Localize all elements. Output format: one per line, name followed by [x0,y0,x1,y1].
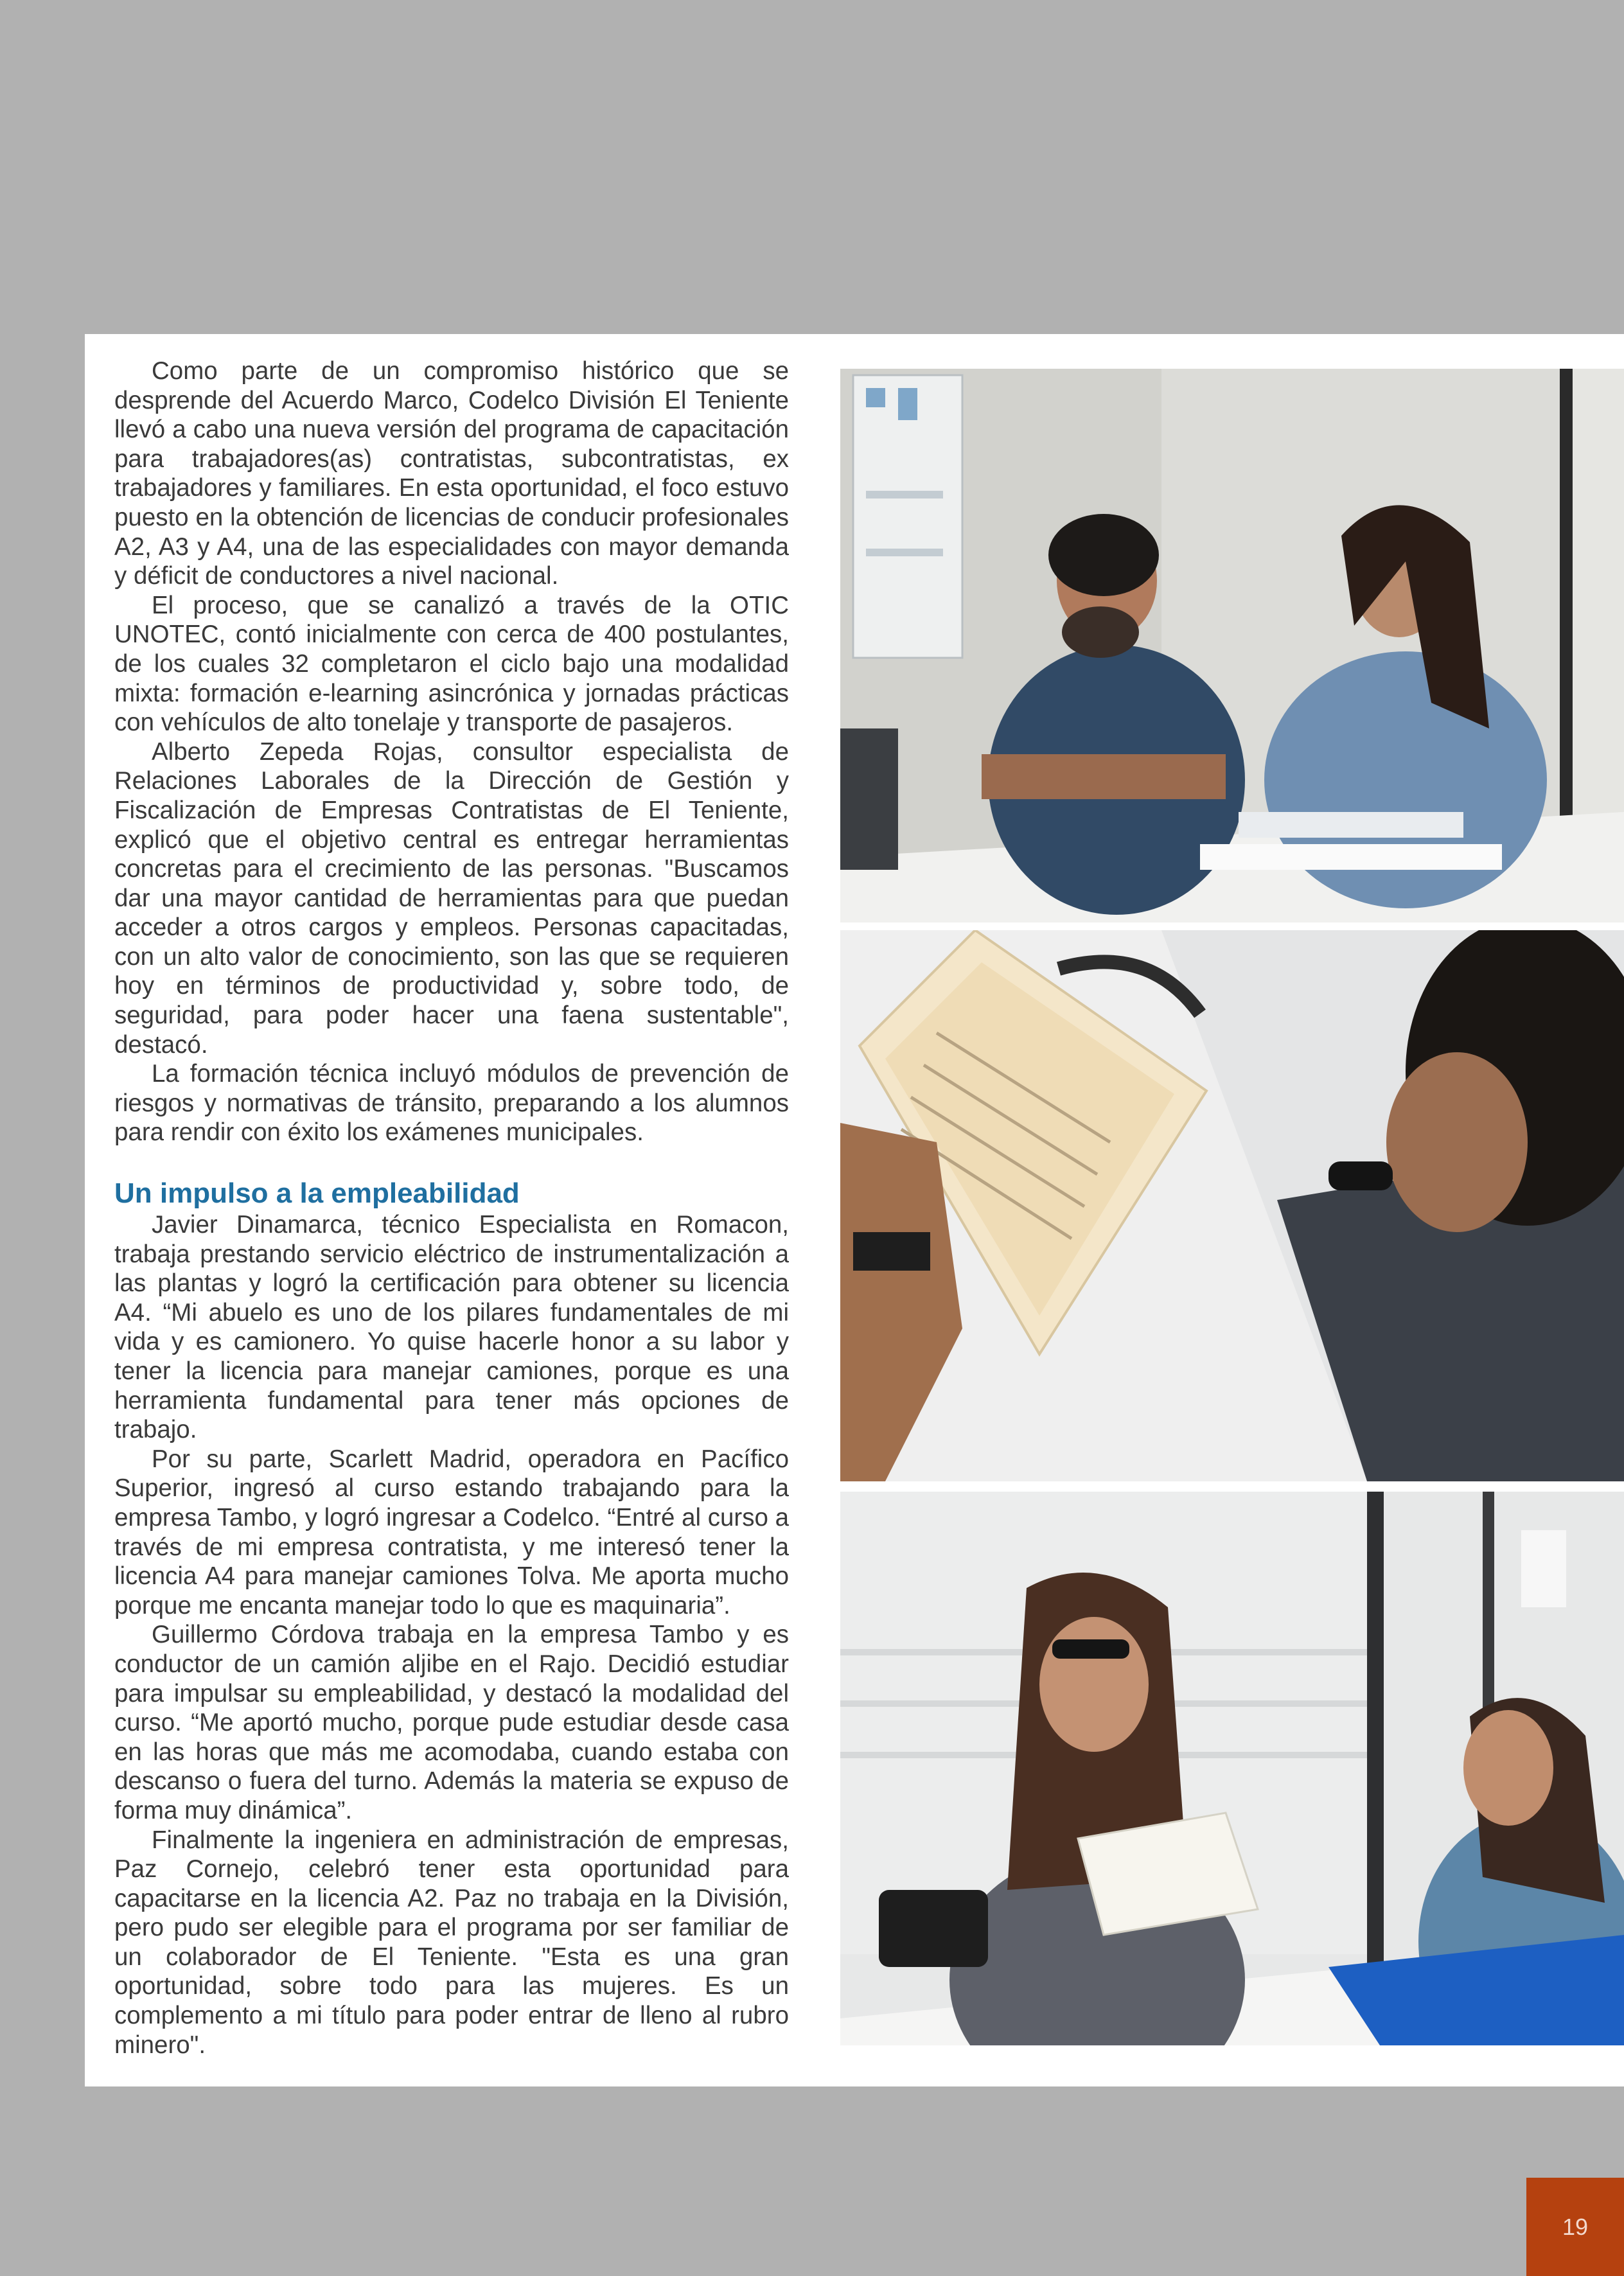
section-paragraph-3: Guillermo Córdova trabaja en la empresa Tambo y es conductor de un camión aljibe en el Rajo. Decidió estudiar para impulsar su empleabilidad, y destacó la modalidad del curso. “Me aportó mucho, porque pude estudiar desde casa en las horas que más me acomodaba, cuando estaba con descanso o fuera del turno. Además la materia se expuso de forma muy dinámica”. [114,1621,789,1824]
photo3-icon [840,1492,1624,2045]
intro-paragraph-2: El proceso, que se canalizó a través de la OTIC UNOTEC, contó inicialmente con cerca de 400 postulantes, de los cuales 32 completaron el ciclo bajo una modalidad mixta: formación e-learning asincrónica y jornadas prácticas con vehículos de alto tonelaje y transporte de pasajeros. [114,591,789,737]
photo2-icon [840,930,1624,1481]
page-number-box [1526,2178,1624,2276]
intro-paragraph-3: Alberto Zepeda Rojas, consultor especialista de Relaciones Laborales de la Dirección de Gestión y Fiscalización de Empresas Contratistas de El Teniente, explicó que el objetivo central es entregar herramientas concretas para el crecimiento de las personas. "Buscamos dar una mayor cantidad de herramientas para que puedan acceder a otros cargos y empleos. Personas capacitadas, con un alto valor de conocimiento, son las que se requieren hoy en términos de productividad y, sobre todo, de seguridad, para poder hacer una faena sustentable", destacó. [114,737,789,1059]
page-number: 19 [1562,2213,1589,2240]
photo-document-review [840,1492,1624,2045]
photo-training-session [840,369,1624,922]
intro-paragraph-4: La formación técnica incluyó módulos de prevención de riesgos y normativas de tránsito, preparando a los alumnos para rendir con éxito los exámenes municipales. [114,1060,789,1147]
section-heading: Un impulso a la empleabilidad [114,1178,520,1210]
intro-paragraph-1: Como parte de un compromiso histórico que se desprende del Acuerdo Marco, Codelco División El Teniente llevó a cabo una nueva versión del programa de capacitación para trabajadores(as) contratistas, subcontratistas, ex trabajadores y familiares. En esta oportunidad, el foco estuvo puesto en la obtención de licencias de conducir profesionales A2, A3 y A4, una de las especialidades con mayor demanda y déficit de conductores a nivel nacional. [114,357,789,590]
photo1-icon [840,369,1624,922]
section-paragraph-1: Javier Dinamarca, técnico Especialista en Romacon, trabaja prestando servicio eléctrico de instrumentalización a las plantas y logró la certificación para obtener su licencia A4. “Mi abuelo es uno de los pilares fundamentales de mi vida y es camionero. Yo quise hacerle honor a su labor y tener la licencia para manejar camiones, porque es una herramienta fundamental para tener más opciones de trabajo. [114,1211,789,1444]
section-paragraph-4: Finalmente la ingeniera en administración de empresas, Paz Cornejo, celebró tener esta oportunidad para capacitarse en la licencia A2. Paz no trabaja en la División, pero pudo ser elegible para el programa por ser familiar de un colaborador de El Teniente. "Esta es una gran oportunidad, sobre todo para las mujeres. Es un complemento a mi título para poder entrar de lleno al rubro minero". [114,1826,789,2059]
article [114,357,789,2060]
section-paragraph-2: Por su parte, Scarlett Madrid, operadora en Pacífico Superior, ingresó al curso estando trabajando para la empresa Tambo, y logró ingresar a Codelco. “Entré al curso a través de mi empresa contratista, y me interesó tener la licencia A4 para manejar camiones Tolva. Me aporta mucho porque me encanta manejar todo lo que es maquinaria”. [114,1445,789,1619]
photo-certificate [840,930,1624,1481]
